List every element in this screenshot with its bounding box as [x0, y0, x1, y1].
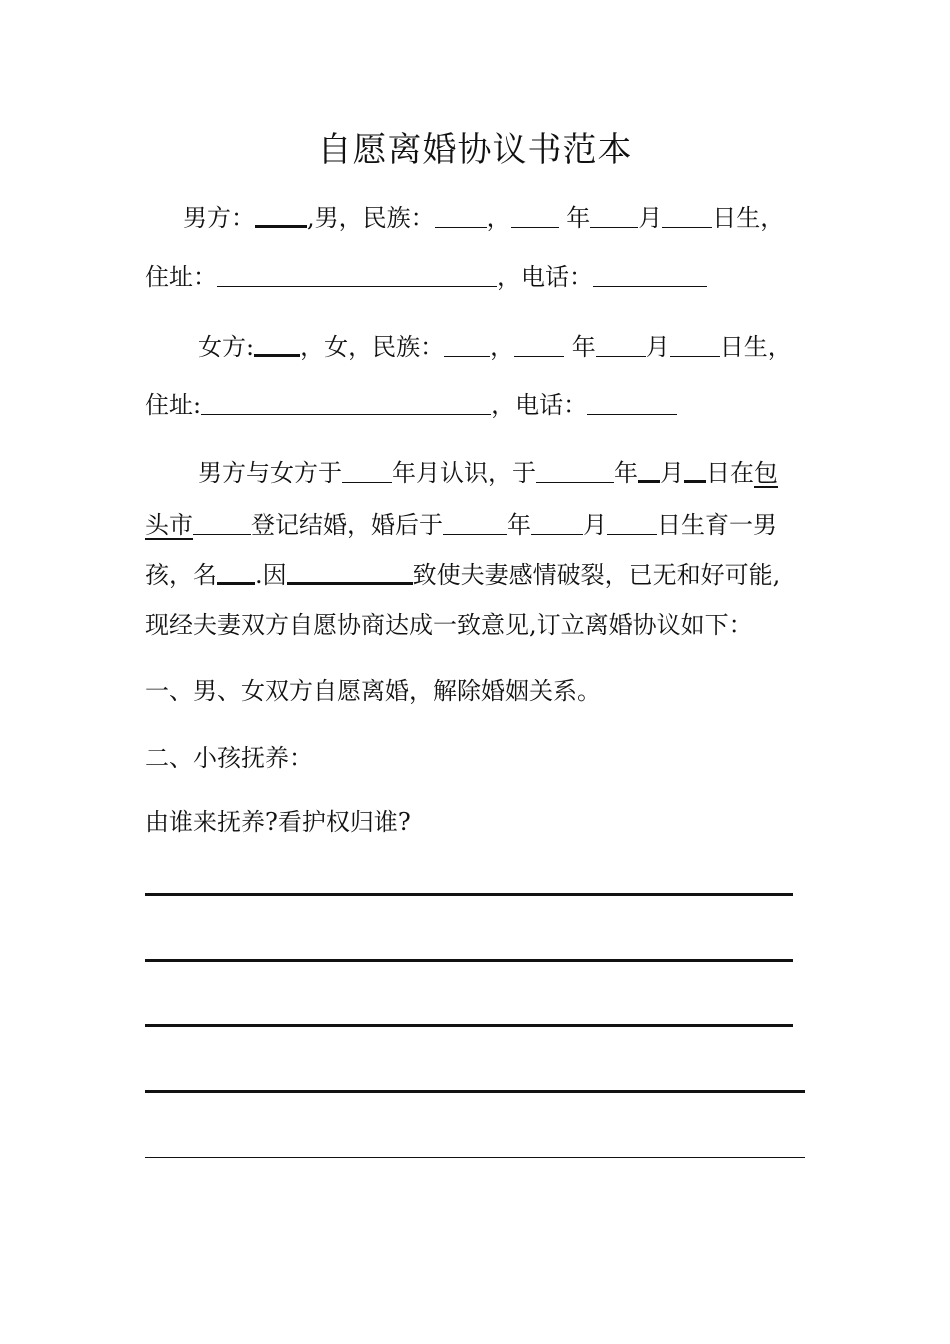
para-text: 男方与女方于 — [198, 459, 342, 487]
answer-line[interactable] — [145, 959, 793, 962]
child-month-blank[interactable] — [531, 512, 583, 535]
female-label: 女方: — [198, 333, 255, 361]
male-info-line — [183, 203, 784, 233]
separator: ， — [486, 204, 511, 232]
paragraph-line-4: 现经夫妻双方自愿协商达成一致意见,订立离婚协议如下： — [145, 611, 753, 639]
para-text: .因 — [255, 561, 287, 589]
female-address-blank[interactable] — [201, 392, 491, 415]
para-text: 日生育一男 — [657, 511, 777, 539]
para-text: 日在 — [706, 459, 754, 487]
male-phone-blank[interactable] — [593, 264, 707, 287]
male-day-blank[interactable] — [662, 205, 712, 228]
answer-line[interactable] — [145, 1024, 793, 1027]
paragraph-line-1 — [198, 458, 778, 488]
year-label: 年 — [571, 333, 596, 361]
reason-blank[interactable] — [287, 560, 413, 585]
paragraph-line-2 — [145, 510, 777, 540]
clause-one: 一、男、女双方自愿离婚，解除婚姻关系。 — [145, 677, 601, 705]
marry-month-blank[interactable] — [638, 458, 660, 483]
meet-year-blank[interactable] — [342, 460, 392, 483]
answer-line[interactable] — [145, 1157, 805, 1158]
female-phone-label: ，电话： — [491, 391, 588, 419]
female-month-blank[interactable] — [596, 334, 646, 357]
marry-year-blank[interactable] — [536, 460, 614, 483]
female-address-line — [145, 390, 677, 420]
child-name-blank[interactable] — [217, 560, 255, 585]
male-year-blank[interactable] — [511, 205, 559, 228]
female-info-line — [198, 332, 792, 362]
female-day-blank[interactable] — [670, 334, 720, 357]
para-text: 年 — [507, 511, 531, 539]
male-name-blank[interactable] — [255, 203, 307, 228]
separator: ， — [490, 333, 515, 361]
day-label: 日生， — [712, 204, 785, 232]
para-text: 孩，名 — [145, 561, 217, 589]
female-address-label: 住址: — [145, 391, 202, 419]
child-year-blank[interactable] — [443, 512, 507, 535]
male-label: 男方： — [183, 204, 255, 232]
para-text: 月 — [660, 459, 684, 487]
day-label: 日生， — [719, 333, 792, 361]
male-phone-label: ，电话： — [497, 263, 593, 291]
female-ethnicity-blank[interactable] — [444, 334, 490, 357]
male-address-label: 住址： — [145, 263, 217, 291]
custody-question: 由谁来抚养?看护权归谁? — [145, 808, 411, 836]
female-year-blank[interactable] — [514, 334, 564, 357]
paragraph-line-3 — [145, 560, 780, 590]
female-gender-ethnicity: ，女，民族： — [300, 333, 445, 361]
para-text: 年月认识，于 — [392, 459, 536, 487]
month-label: 月 — [638, 204, 663, 232]
male-address-line — [145, 262, 707, 292]
para-text: 月 — [583, 511, 607, 539]
female-phone-blank[interactable] — [587, 392, 677, 415]
registration-place: 头市 — [145, 511, 193, 539]
male-month-blank[interactable] — [590, 205, 638, 228]
male-address-blank[interactable] — [217, 264, 497, 287]
para-text: 年 — [614, 459, 638, 487]
month-label: 月 — [645, 333, 670, 361]
female-name-blank[interactable] — [254, 332, 300, 357]
para-text: 致使夫妻感情破裂，已无和好可能, — [412, 561, 781, 589]
answer-line[interactable] — [145, 1090, 805, 1093]
clause-two-heading: 二、小孩抚养： — [145, 744, 313, 772]
male-ethnicity-blank[interactable] — [435, 205, 487, 228]
year-label: 年 — [566, 204, 591, 232]
para-text: 登记结婚，婚后于 — [251, 511, 443, 539]
child-day-blank[interactable] — [607, 512, 657, 535]
male-gender-ethnicity: ,男，民族： — [307, 204, 435, 232]
document-title: 自愿离婚协议书范本 — [317, 130, 633, 170]
registration-place: 包 — [754, 459, 778, 487]
marry-day-blank[interactable] — [684, 458, 706, 483]
answer-line[interactable] — [145, 893, 793, 896]
place-blank[interactable] — [193, 512, 251, 535]
